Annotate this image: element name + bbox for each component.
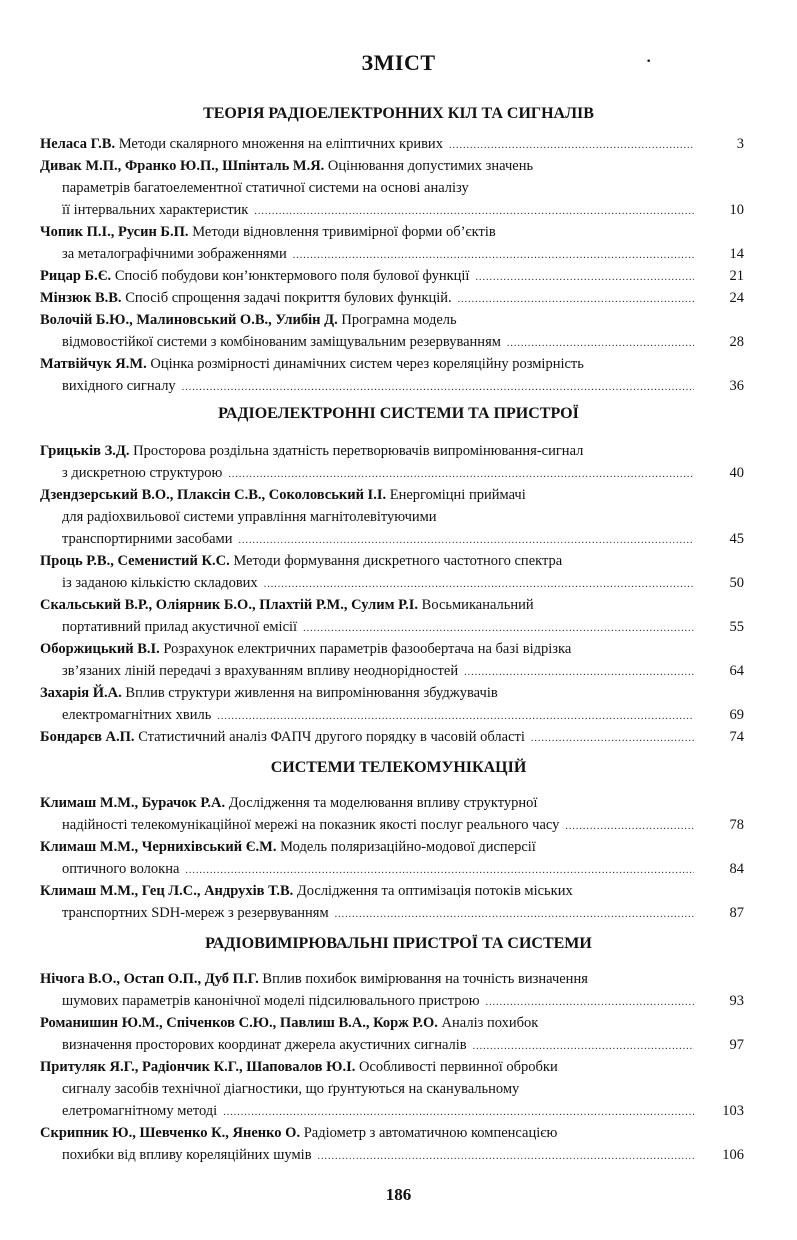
entry-title-line: електромагнітних хвиль [62,707,212,723]
toc-entry[interactable] [40,1056,744,1122]
page-title: ЗМІСТ [361,50,436,75]
toc-entry[interactable] [40,133,744,155]
entry-text [40,443,583,459]
entry-title-line: похибки від впливу кореляційних шумів [62,1147,312,1163]
dot-leader [531,728,694,748]
entry-page-number: 84 [729,861,744,877]
entry-text [40,133,443,155]
entry-text [40,356,584,372]
entry-line [40,528,744,550]
entry-title-line: Спосіб побудови кон’юнктермового поля булової функції [114,268,470,284]
entry-line [40,199,744,221]
entry-authors: Неласа Г.В. [40,136,116,152]
toc-entry[interactable] [40,265,744,287]
entry-page-number: 14 [729,246,744,262]
entry-line [40,1012,744,1034]
dot-leader [217,706,694,726]
dot-leader [449,135,694,155]
entry-text [40,312,457,328]
entry-title-line: зв’язаних ліній передачі з врахуванням впливу неоднорідностей [62,663,459,679]
entry-line [40,353,744,375]
entry-page-number: 40 [729,465,744,481]
entry-authors: Дзендзерський В.О., Плаксін С.В., Соколовський І.І. [40,487,387,503]
entry-page-number: 87 [729,905,744,921]
entry-page-number: 45 [729,531,744,547]
entry-line [40,814,744,836]
entry-text [40,487,526,503]
entry-page-number: 97 [729,1037,744,1053]
page-number: 186 [385,1185,412,1204]
entry-page-number: 69 [729,707,744,723]
dot-leader [335,904,694,924]
entry-line [40,484,744,506]
dot-leader [228,464,694,484]
entry-title-line: для радіохвильової системи управління магнітолевітуючими [62,509,437,525]
entry-title-line: Оцінювання допустимих значень [327,158,534,174]
entry-text [40,158,533,174]
entry-title-line: Методи скалярного множення на еліптичних кривих [118,136,443,152]
entry-line [40,726,744,748]
entry-title-line: відмовостійкої системи з комбінованим заміщувальним резервуванням [62,334,501,350]
entry-text [62,1144,312,1166]
entry-title-line: шумових параметрів канонічної моделі підсилювального пристрою [62,993,480,1009]
entry-line [40,968,744,990]
dot-leader [486,992,694,1012]
entry-authors: Климаш М.М., Чернихівський Є.М. [40,839,277,855]
dot-leader [318,1146,694,1166]
entry-authors: Рицар Б.Є. [40,268,112,284]
entry-authors: Климаш М.М., Гец Л.С., Андрухів Т.В. [40,883,294,899]
entry-line [40,287,744,309]
toc-entry[interactable] [40,682,744,726]
toc-entry[interactable] [40,221,744,265]
entry-line [40,792,744,814]
entry-title-line: визначення просторових координат джерела акустичних сигналів [62,1037,467,1053]
toc-entry[interactable] [40,792,744,836]
entry-page-number: 103 [722,1103,744,1119]
entry-title-line: Вплив похибок вимірювання на точність визначення [262,971,588,987]
entry-text [62,1081,519,1097]
entry-title-line: Радіометр з автоматичною компенсацією [303,1125,558,1141]
entry-line [40,155,744,177]
entry-page-number: 10 [729,202,744,218]
entry-title-line: з дискретною структурою [62,465,223,481]
entry-line [40,594,744,616]
dot-leader [239,530,695,550]
entry-text [40,839,536,855]
entry-title-line: сигналу засобів технічної діагностики, що ґрунтуються на сканувальному [62,1081,520,1097]
entry-text [62,704,211,726]
entry-line [40,704,744,726]
toc-entry[interactable] [40,155,744,221]
entry-title-line: Розрахунок електричних параметрів фазообертача на базі відрізка [163,641,572,657]
entry-line [40,462,744,484]
entry-title-line: Аналіз похибок [441,1015,539,1031]
entry-title-line: транспортних SDH-мереж з резервуванням [62,905,329,921]
entry-authors: Скальський В.Р., Оліярник Б.О., Плахтій Р.М., Сулим Р.І. [40,597,419,613]
section-heading: РАДІОВИМІРЮВАЛЬНІ ПРИСТРОЇ ТА СИСТЕМИ [205,935,592,952]
entry-line [40,243,744,265]
entry-page-number: 74 [729,729,744,745]
entry-line [40,660,744,682]
entry-text [62,616,297,638]
entry-text [40,287,452,309]
entry-line [40,572,744,594]
entry-text [40,1015,538,1031]
entry-page-number: 3 [736,136,744,152]
entry-text [62,331,501,353]
entry-text [40,553,562,569]
entry-line [40,1078,744,1100]
entry-title-line: Восьмиканальний [421,597,534,613]
entry-text [62,462,222,484]
entry-title-line: оптичного волокна [62,861,180,877]
entry-title-line: із заданою кількістю складових [62,575,258,591]
dot-leader [458,289,694,309]
entry-authors: Климаш М.М., Бурачок Р.А. [40,795,226,811]
entry-text [40,641,571,657]
entry-authors: Оборжицький В.І. [40,641,160,657]
entry-title-line: надійності телекомунікаційної мережі на показник якості послуг реального часу [62,817,560,833]
entry-title-line: Модель поляризаційно-модової дисперсії [280,839,536,855]
entry-line [40,133,744,155]
entry-page-number: 106 [722,1147,744,1163]
dot-leader [475,267,694,287]
dot-leader [185,860,694,880]
dot-leader [223,1102,694,1122]
entry-text [62,180,469,196]
entry-authors: Притуляк Я.Г., Радіончик К.Г., Шаповалов Ю.І. [40,1059,356,1075]
entry-line [40,221,744,243]
toc-entry[interactable] [40,726,744,748]
entry-title-line: Методи відновлення тривимірної форми об’єктів [192,224,496,240]
entry-text [62,509,437,525]
entry-title-line: Просторова роздільна здатність перетворювачів випромінювання-сигнал [133,443,584,459]
entry-text [40,726,525,748]
entry-text [62,902,329,924]
entry-text [40,685,498,701]
entry-title-line: Енергоміцні приймачі [389,487,526,503]
entry-text [62,814,559,836]
entry-text [40,795,537,811]
entry-page-number: 50 [729,575,744,591]
entry-line [40,331,744,353]
entry-authors: Романишин Ю.М., Спіченков С.Ю., Павлиш В.А., Корж Р.О. [40,1015,438,1031]
entry-title-line: елетромагнітному методі [62,1103,218,1119]
toc-entry[interactable] [40,594,744,638]
dot-leader [464,662,694,682]
entry-line [40,638,744,660]
entry-title-line: Статистичний аналіз ФАПЧ другого порядку в часовій області [138,729,525,745]
entry-page-number: 24 [729,290,744,306]
entry-line [40,265,744,287]
entry-page-number: 55 [729,619,744,635]
entry-title-line: портативний прилад акустичної емісії [62,619,298,635]
entry-authors: Волочій Б.Ю., Малиновський О.В., Улибін Д. [40,312,338,328]
entry-line [40,902,744,924]
toc-entry[interactable] [40,353,744,397]
entry-line [40,1056,744,1078]
entry-line [40,990,744,1012]
entry-page-number: 36 [729,378,744,394]
entry-title-line: параметрів багатоелементної статичної системи на основі аналізу [62,180,469,196]
toc-entry[interactable] [40,638,744,682]
toc-entry[interactable] [40,309,744,353]
entry-title-line: Особливості первинної обробки [359,1059,558,1075]
entry-line [40,1034,744,1056]
dot-leader [293,245,694,265]
entry-line [40,880,744,902]
entry-page-number: 93 [729,993,744,1009]
toc-entry[interactable] [40,1012,744,1056]
entry-authors: Мінзюк В.В. [40,290,122,306]
entry-line [40,616,744,638]
entry-text [40,224,496,240]
entry-title-line: Програмна модель [341,312,457,328]
entry-text [62,1100,217,1122]
entry-page-number: 78 [729,817,744,833]
entry-authors: Проць Р.В., Семенистий К.С. [40,553,230,569]
entry-text [40,265,469,287]
entry-line [40,858,744,880]
entry-title-line: Спосіб спрощення задачі покриття булових функцій. [125,290,452,306]
entry-page-number: 28 [729,334,744,350]
entry-text [62,660,458,682]
toc-entry[interactable] [40,968,744,1012]
toc-entry[interactable] [40,880,744,924]
dot-leader [473,1036,694,1056]
toc-entry[interactable] [40,1122,744,1166]
dot-leader [507,333,694,353]
entry-text [40,1125,557,1141]
entry-title-line: її інтервальних характеристик [62,202,249,218]
entry-text [62,990,480,1012]
entry-text [62,858,179,880]
entry-text [62,572,258,594]
entry-text [40,1059,558,1075]
entry-text [62,199,248,221]
entry-text [40,597,534,613]
toc-entry[interactable] [40,287,744,309]
entry-authors: Скрипник Ю., Шевченко К., Яненко О. [40,1125,301,1141]
dot-leader [565,816,694,836]
entry-text [62,528,233,550]
entry-text [40,883,573,899]
entry-line [40,836,744,858]
entry-title-line: Дослідження та моделювання впливу структурної [228,795,538,811]
entry-line [40,375,744,397]
entry-line [40,506,744,528]
entry-authors: Нічога В.О., Остап О.П., Дуб П.Г. [40,971,259,987]
entry-title-line: Методи формування дискретного частотного спектра [233,553,563,569]
entry-authors: Захарія Й.А. [40,685,122,701]
dot-leader [182,377,694,397]
entry-text [40,971,588,987]
entry-authors: Чопик П.І., Русин Б.П. [40,224,189,240]
entry-title-line: транспортирними засобами [62,531,233,547]
section-heading: СИСТЕМИ ТЕЛЕКОМУНІКАЦІЙ [270,759,527,776]
dot-leader [254,201,694,221]
toc-entry[interactable] [40,836,744,880]
entry-line [40,177,744,199]
entry-line [40,309,744,331]
entry-text [62,243,287,265]
entry-page-number: 64 [729,663,744,679]
entry-page-number: 21 [729,268,744,284]
dot-leader [264,574,694,594]
toc-entry[interactable] [40,440,744,484]
toc-entry[interactable] [40,550,744,594]
entry-authors: Дивак М.П., Франко Ю.П., Шпінталь М.Я. [40,158,325,174]
entry-line [40,682,744,704]
toc-entry[interactable] [40,484,744,550]
section-heading: ТЕОРІЯ РАДІОЕЛЕКТРОННИХ КІЛ ТА СИГНАЛІВ [203,105,594,122]
entry-line [40,1144,744,1166]
entry-line [40,550,744,572]
stray-dot: · [646,53,652,70]
entry-title-line: Дослідження та оптимізація потоків міських [296,883,573,899]
entry-text [62,1034,467,1056]
section-heading: РАДІОЕЛЕКТРОННІ СИСТЕМИ ТА ПРИСТРОЇ [218,405,579,422]
entry-title-line: Вплив структури живлення на випромінювання збуджувачів [125,685,498,701]
entry-authors: Бондарєв А.П. [40,729,135,745]
dot-leader [303,618,694,638]
entry-line [40,440,744,462]
entry-line [40,1122,744,1144]
entry-title-line: Оцінка розмірності динамічних систем через кореляційну розмірність [150,356,584,372]
entry-title-line: за металографічними зображеннями [62,246,287,262]
entry-title-line: вихідного сигналу [62,378,176,394]
entry-authors: Грицьків З.Д. [40,443,130,459]
entry-line [40,1100,744,1122]
entry-text [62,375,176,397]
entry-authors: Матвійчук Я.М. [40,356,147,372]
